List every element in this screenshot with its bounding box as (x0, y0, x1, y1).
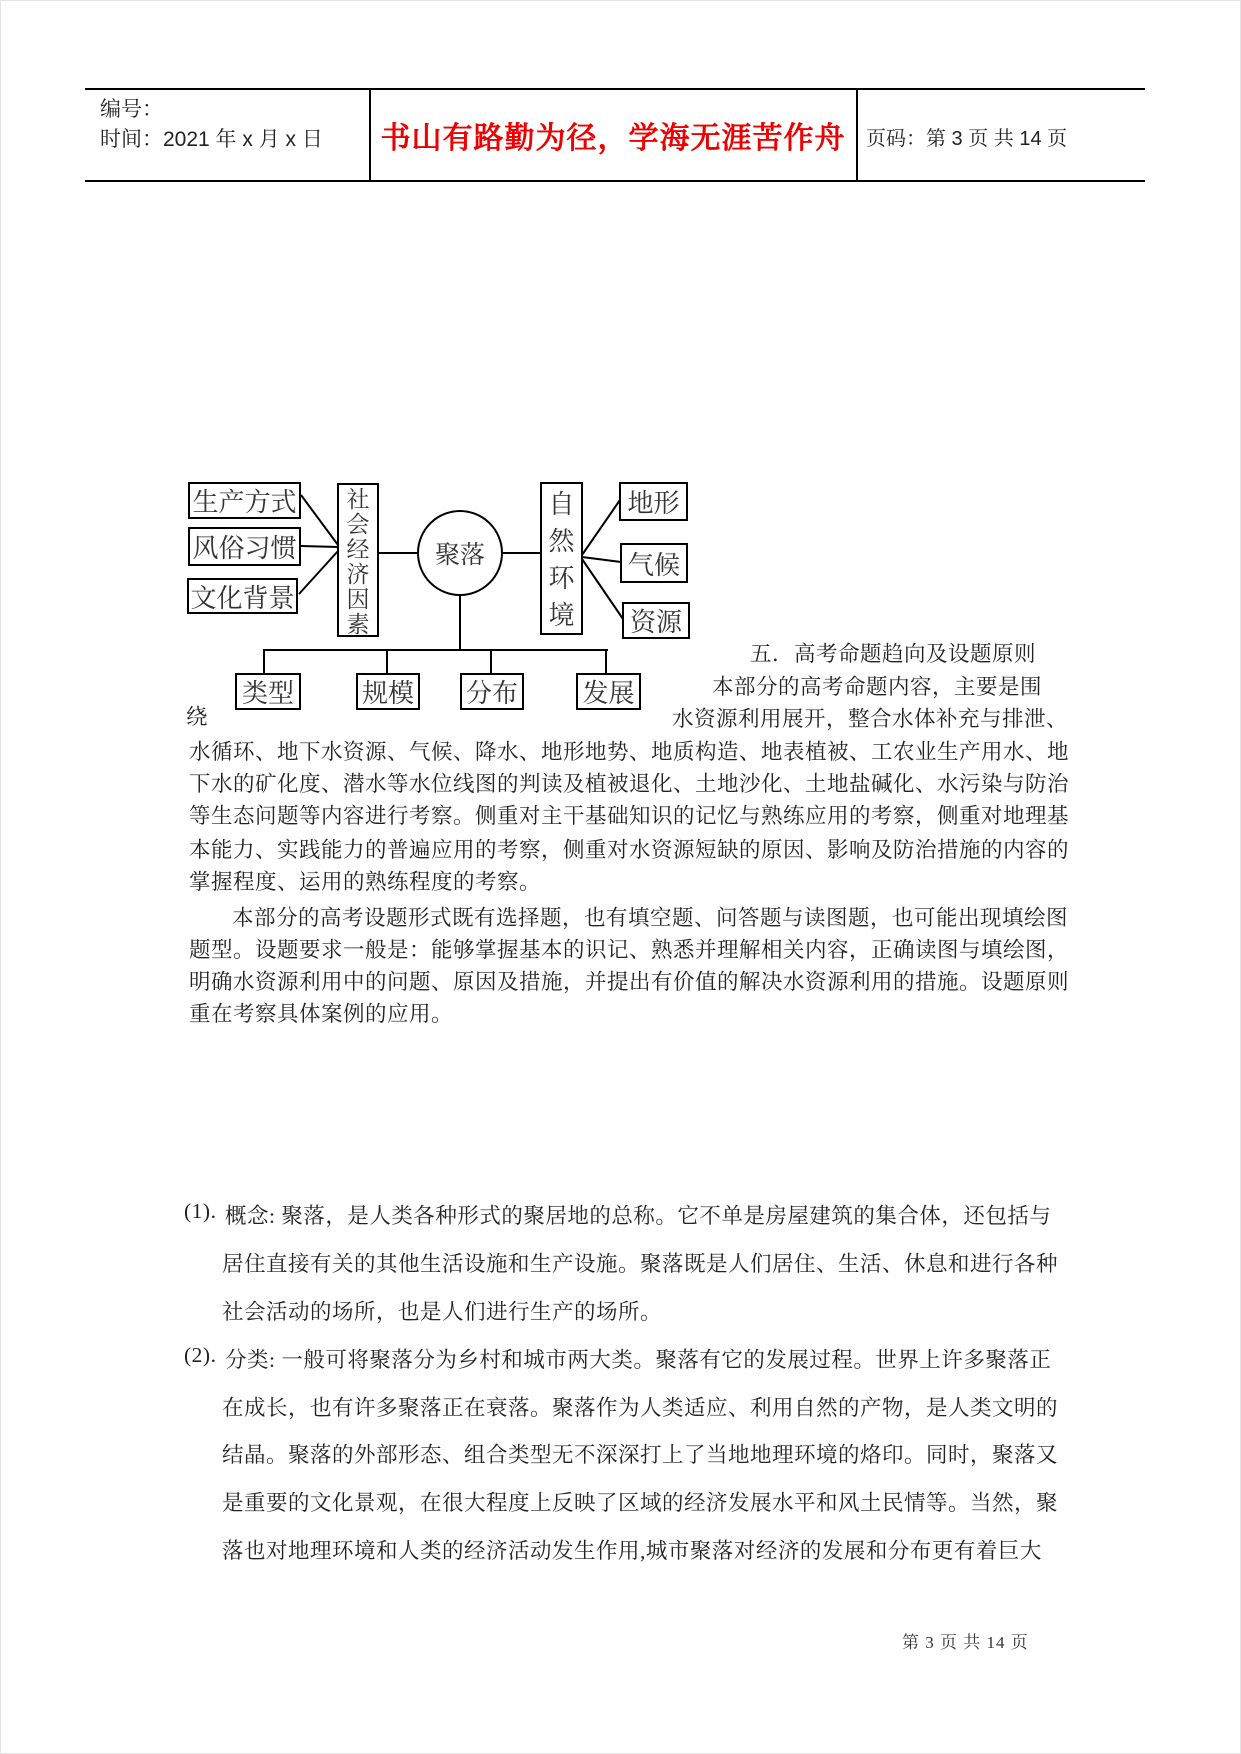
section-title: 五．高考命题趋向及设题原则 (750, 642, 1037, 666)
paragraph-1-line: 水循环、地下水资源、气候、降水、地形地势、地质构造、地表植被、工农业生产用水、地 (189, 740, 1070, 764)
diagram-box-type: 类型 (235, 673, 301, 710)
list-item-1-line: 社会活动的场所，也是人们进行生产的场所。 (222, 1300, 663, 1324)
diagram-box-customs: 风俗习惯 (188, 527, 301, 566)
header-divider-1 (369, 88, 371, 182)
list-item-2-line: 在成长，也有许多聚落正在衰落。聚落作为人类适应、利用自然的产物，是人类文明的 (222, 1396, 1059, 1420)
section-intro-line-2: 水资源利用展开，整合水体补充与排泄、 (672, 707, 1069, 731)
diagram-box-terrain: 地形 (619, 482, 688, 521)
list-item-1-line: 居住直接有关的其他生活设施和生产设施。聚落既是人们居住、生活、休息和进行各种 (222, 1252, 1059, 1276)
paragraph-1-line: 本能力、实践能力的普遍应用的考察，侧重对水资源短缺的原因、影响及防治措施的内容的 (189, 838, 1070, 862)
diagram-box-cultural-background: 文化背景 (187, 578, 298, 614)
diagram-box-climate: 气候 (620, 543, 688, 583)
diagram-hub-natural-environment: 自然环境 (540, 482, 583, 635)
footer-page-number: 第 3 页 共 14 页 (902, 1633, 1029, 1652)
diagram-hub-socioeconomic-factors: 社会经济因素 (337, 483, 379, 637)
header-slogan: 书山有路勤为径，学海无涯苦作舟 (380, 122, 846, 155)
diagram-box-scale: 规模 (356, 673, 420, 710)
header-time-label: 时间：2021 年 x 月 x 日 (100, 128, 323, 151)
list-item-2-line: 结晶。聚落的外部形态、组合类型无不深深打上了当地地理环境的烙印。同时，聚落又 (222, 1443, 1059, 1467)
section-wrap-char: 绕 (186, 705, 209, 729)
header-page-label: 页码：第 3 页 共 14 页 (866, 128, 1068, 150)
paragraph-1-line: 下水的矿化度、潜水等水位线图的判读及植被退化、土地沙化、土地盐碱化、水污染与防治 (189, 772, 1070, 796)
list-item-2-line: 是重要的文化景观，在很大程度上反映了区域的经济发展水平和风土民情等。当然，聚 (222, 1491, 1059, 1515)
paragraph-2-line: 明确水资源利用中的问题、原因及措施，并提出有价值的解决水资源利用的措施。设题原则 (189, 970, 1070, 994)
diagram-box-production-mode: 生产方式 (188, 482, 301, 519)
diagram-center-settlement: 聚落 (417, 510, 503, 596)
diagram-box-distribution: 分布 (460, 673, 524, 710)
list-item-2-marker: (2). (184, 1343, 217, 1367)
diagram-box-development: 发展 (576, 673, 641, 710)
paragraph-1-line: 等生态问题等内容进行考察。侧重对主干基础知识的记忆与熟练应用的考察，侧重对地理基 (189, 804, 1070, 828)
list-item-1-line: 概念: 聚落，是人类各种形式的聚居地的总称。它不单是房屋建筑的集合体，还包括与 (225, 1204, 1052, 1228)
header-divider-2 (856, 88, 858, 182)
section-intro-line-1: 本部分的高考命题内容，主要是围 (712, 675, 1043, 699)
list-item-2-line: 落也对地理环境和人类的经济活动发生作用,城市聚落对经济的发展和分布更有着巨大 (222, 1539, 1042, 1563)
list-item-2-line: 分类: 一般可将聚落分为乡村和城市两大类。聚落有它的发展过程。世界上许多聚落正 (225, 1348, 1052, 1372)
list-item-1-marker: (1). (184, 1199, 217, 1223)
header-meta (100, 95, 323, 155)
paragraph-1-line: 掌握程度、运用的熟练程度的考察。 (189, 870, 542, 894)
paragraph-2-line: 重在考察具体案例的应用。 (189, 1002, 454, 1026)
header-id-label: 编号： (100, 98, 163, 121)
paragraph-2-line: 题型。设题要求一般是：能够掌握基本的识记、熟悉并理解相关内容，正确读图与填绘图， (189, 938, 1070, 962)
diagram-box-resources: 资源 (622, 602, 690, 639)
paragraph-2-line: 本部分的高考设题形式既有选择题，也有填空题、问答题与读图题，也可能出现填绘图 (232, 906, 1069, 930)
header-bottom-rule (85, 180, 1145, 182)
header-top-rule (85, 88, 1145, 90)
